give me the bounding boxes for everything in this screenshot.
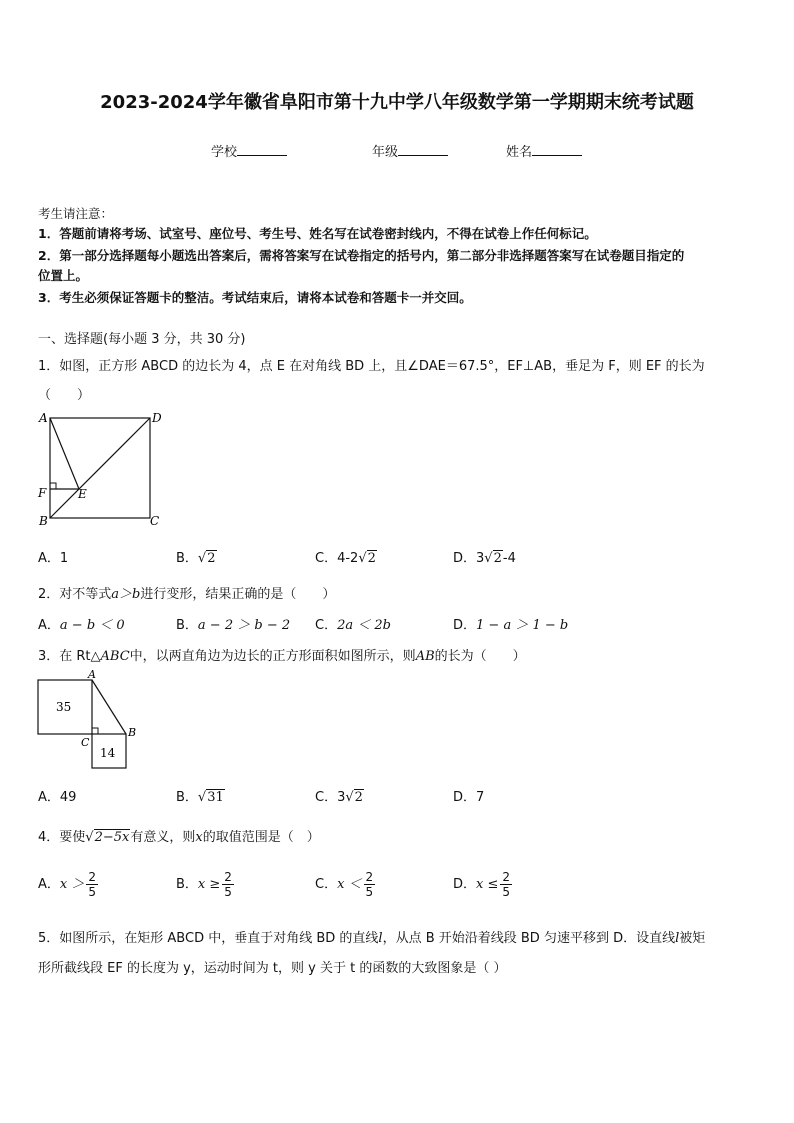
section-heading: 一、选择题(每小题 3 分，共 30 分)	[38, 332, 246, 347]
q1-option-c-prefix: C．4-2	[315, 551, 359, 566]
name-field[interactable]	[506, 141, 582, 160]
notice-item-1: 1．答题前请将考场、试室号、座位号、考生号、姓名写在试卷密封线内，不得在试卷上作任何标记。	[38, 226, 597, 241]
q4-option-d[interactable]: D．x ≤ $\frac{2}{5}$	[453, 870, 511, 899]
q2-option-b[interactable]: B．a − 2 ＞ b − 2	[176, 618, 291, 633]
school-blank[interactable]	[237, 143, 287, 156]
q3-option-b[interactable]: B．√31	[176, 790, 224, 805]
q2-option-c[interactable]: C．2a ＜ 2b	[315, 618, 391, 633]
q3-hypotenuse-ab	[92, 680, 126, 734]
q4-option-b[interactable]: B．x ≥ $\frac{2}{5}$	[176, 870, 232, 899]
q2-option-a[interactable]: A．a − b ＜ 0	[38, 618, 125, 633]
q4-option-c[interactable]: C．x ＜ $\frac{2}{5}$	[315, 870, 374, 899]
school-field[interactable]	[211, 141, 287, 160]
q1-diagonal-bd	[50, 418, 150, 518]
q3-label-a: A	[88, 668, 96, 681]
q3-option-d[interactable]: D．7	[453, 790, 485, 805]
q3-stem: 3．在 Rt△ABC中，以两直角边为边长的正方形面积如图所示，则AB的长为（ ）	[38, 649, 526, 664]
q3-label-b: B	[128, 726, 137, 739]
q3-option-a[interactable]: A．49	[38, 790, 77, 805]
q1-option-c[interactable]	[315, 547, 377, 566]
q1-option-d[interactable]	[453, 547, 516, 566]
q1-option-c-sqrt: √2	[358, 551, 376, 566]
q2-stem: 2．对不等式a＞b进行变形，结果正确的是（ ）	[38, 587, 336, 602]
q5-stem-line2: 形所截线段 EF 的长度为 y，运动时间为 t，则 y 关于 t 的函数的大致图象是（ ）	[38, 961, 507, 976]
q1-option-b[interactable]	[176, 547, 217, 566]
grade-blank[interactable]	[398, 143, 448, 156]
q3-right-angle-mark	[92, 728, 98, 734]
q1-option-a[interactable]: A．1	[38, 551, 69, 566]
page-title: 2023-2024学年徽省阜阳市第十九中学八年级数学第一学期期末统考试题	[100, 92, 694, 113]
q5-stem-line1: 5．如图所示，在矩形 ABCD 中，垂直于对角线 BD 的直线l，从点 B 开始沿着线段 BD 匀速平移到 D．设直线l被矩	[38, 931, 706, 946]
q2-option-d[interactable]: D．1 − a ＞ 1 − b	[453, 618, 569, 633]
q3-area-small: 14	[100, 746, 116, 760]
q3-figure	[34, 668, 144, 772]
q1-label-c: C	[150, 514, 160, 528]
q1-stem: 1．如图，正方形 ABCD 的边长为 4，点 E 在对角线 BD 上，且∠DAE＝67.5°，EF⊥AB，垂足为 F，则 EF 的长为	[38, 359, 705, 374]
q1-label-b: B	[39, 514, 48, 528]
q1-option-d-sqrt: √2	[484, 551, 502, 566]
q1-label-d: D	[152, 411, 162, 425]
grade-label: 年级	[372, 145, 399, 160]
q1-label-f: F	[38, 486, 47, 500]
q1-option-d-prefix: D．3	[453, 551, 485, 566]
q1-right-angle-mark	[50, 483, 56, 489]
q1-option-d-suffix: -4	[502, 551, 516, 566]
name-blank[interactable]	[532, 143, 582, 156]
q1-segment-ae	[50, 418, 79, 489]
q1-option-b-prefix: B．	[176, 551, 198, 566]
name-label: 姓名	[506, 145, 533, 160]
q1-label-a: A	[39, 411, 48, 425]
notice-item-2-cont: 位置上。	[38, 268, 89, 283]
q1-figure	[34, 408, 166, 530]
q1-paren: （ ）	[38, 388, 91, 403]
grade-field[interactable]	[372, 141, 448, 160]
q1-label-e: E	[78, 487, 87, 501]
q4-stem: 4．要使√2−5x有意义，则x的取值范围是（ ）	[38, 830, 320, 845]
notice-item-2: 2．第一部分选择题每小题选出答案后，需将答案写在试卷指定的括号内，第二部分非选择题答案写在试卷题目指定的	[38, 248, 685, 263]
q4-option-a[interactable]: A．x ＞ $\frac{2}{5}$	[38, 870, 97, 899]
q3-area-big: 35	[56, 700, 72, 714]
q3-option-c[interactable]: C．3√2	[315, 790, 363, 805]
q3-label-c: C	[81, 736, 90, 749]
notice-item-3: 3．考生必须保证答题卡的整洁。考试结束后，请将本试卷和答题卡一并交回。	[38, 290, 472, 305]
q1-option-b-sqrt: √2	[197, 551, 216, 566]
notice-heading: 考生请注意：	[38, 206, 114, 221]
school-label: 学校	[211, 145, 238, 160]
